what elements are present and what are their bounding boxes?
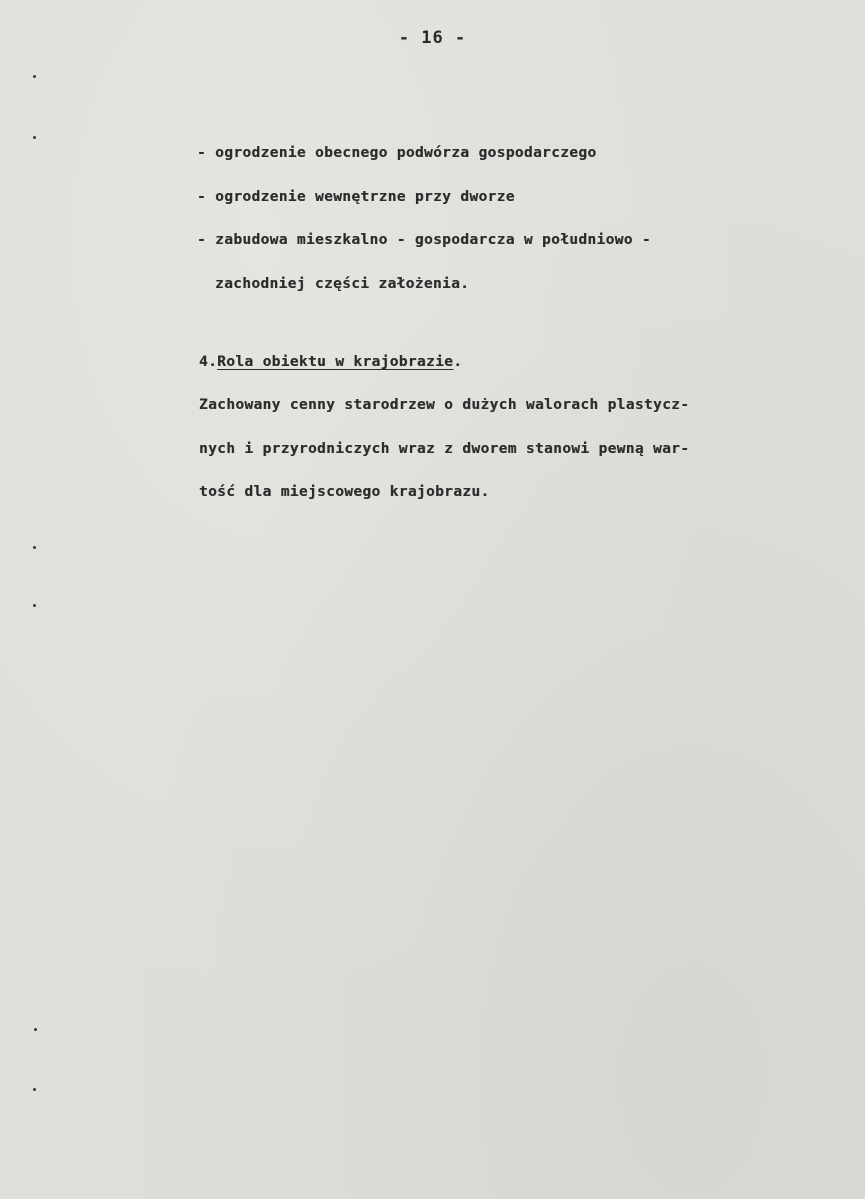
margin-mark xyxy=(33,604,36,607)
list-item: - zabudowa mieszkalno - gospodarcza w południowo - xyxy=(197,232,651,248)
paragraph-line: tość dla miejscowego krajobrazu. xyxy=(199,484,490,500)
section-title: Rola obiektu w krajobrazie xyxy=(217,354,454,370)
list-item: - ogrodzenie wewnętrzne przy dworze xyxy=(197,189,515,205)
paragraph-line: Zachowany cenny starodrzew o dużych walorach plastycz- xyxy=(199,397,690,413)
margin-mark xyxy=(33,136,36,139)
section-title-end: . xyxy=(453,354,463,370)
page-number: - 16 - xyxy=(398,28,467,48)
margin-mark xyxy=(33,75,36,78)
section-heading xyxy=(199,354,462,370)
list-item-continuation: zachodniej części założenia. xyxy=(215,276,470,292)
paragraph-line: nych i przyrodniczych wraz z dworem stanowi pewną war- xyxy=(199,441,690,457)
margin-mark xyxy=(33,1088,36,1091)
margin-mark xyxy=(33,546,36,549)
section-number: 4. xyxy=(199,354,218,370)
margin-mark xyxy=(34,1028,37,1031)
list-item: - ogrodzenie obecnego podwórza gospodarczego xyxy=(197,145,597,161)
